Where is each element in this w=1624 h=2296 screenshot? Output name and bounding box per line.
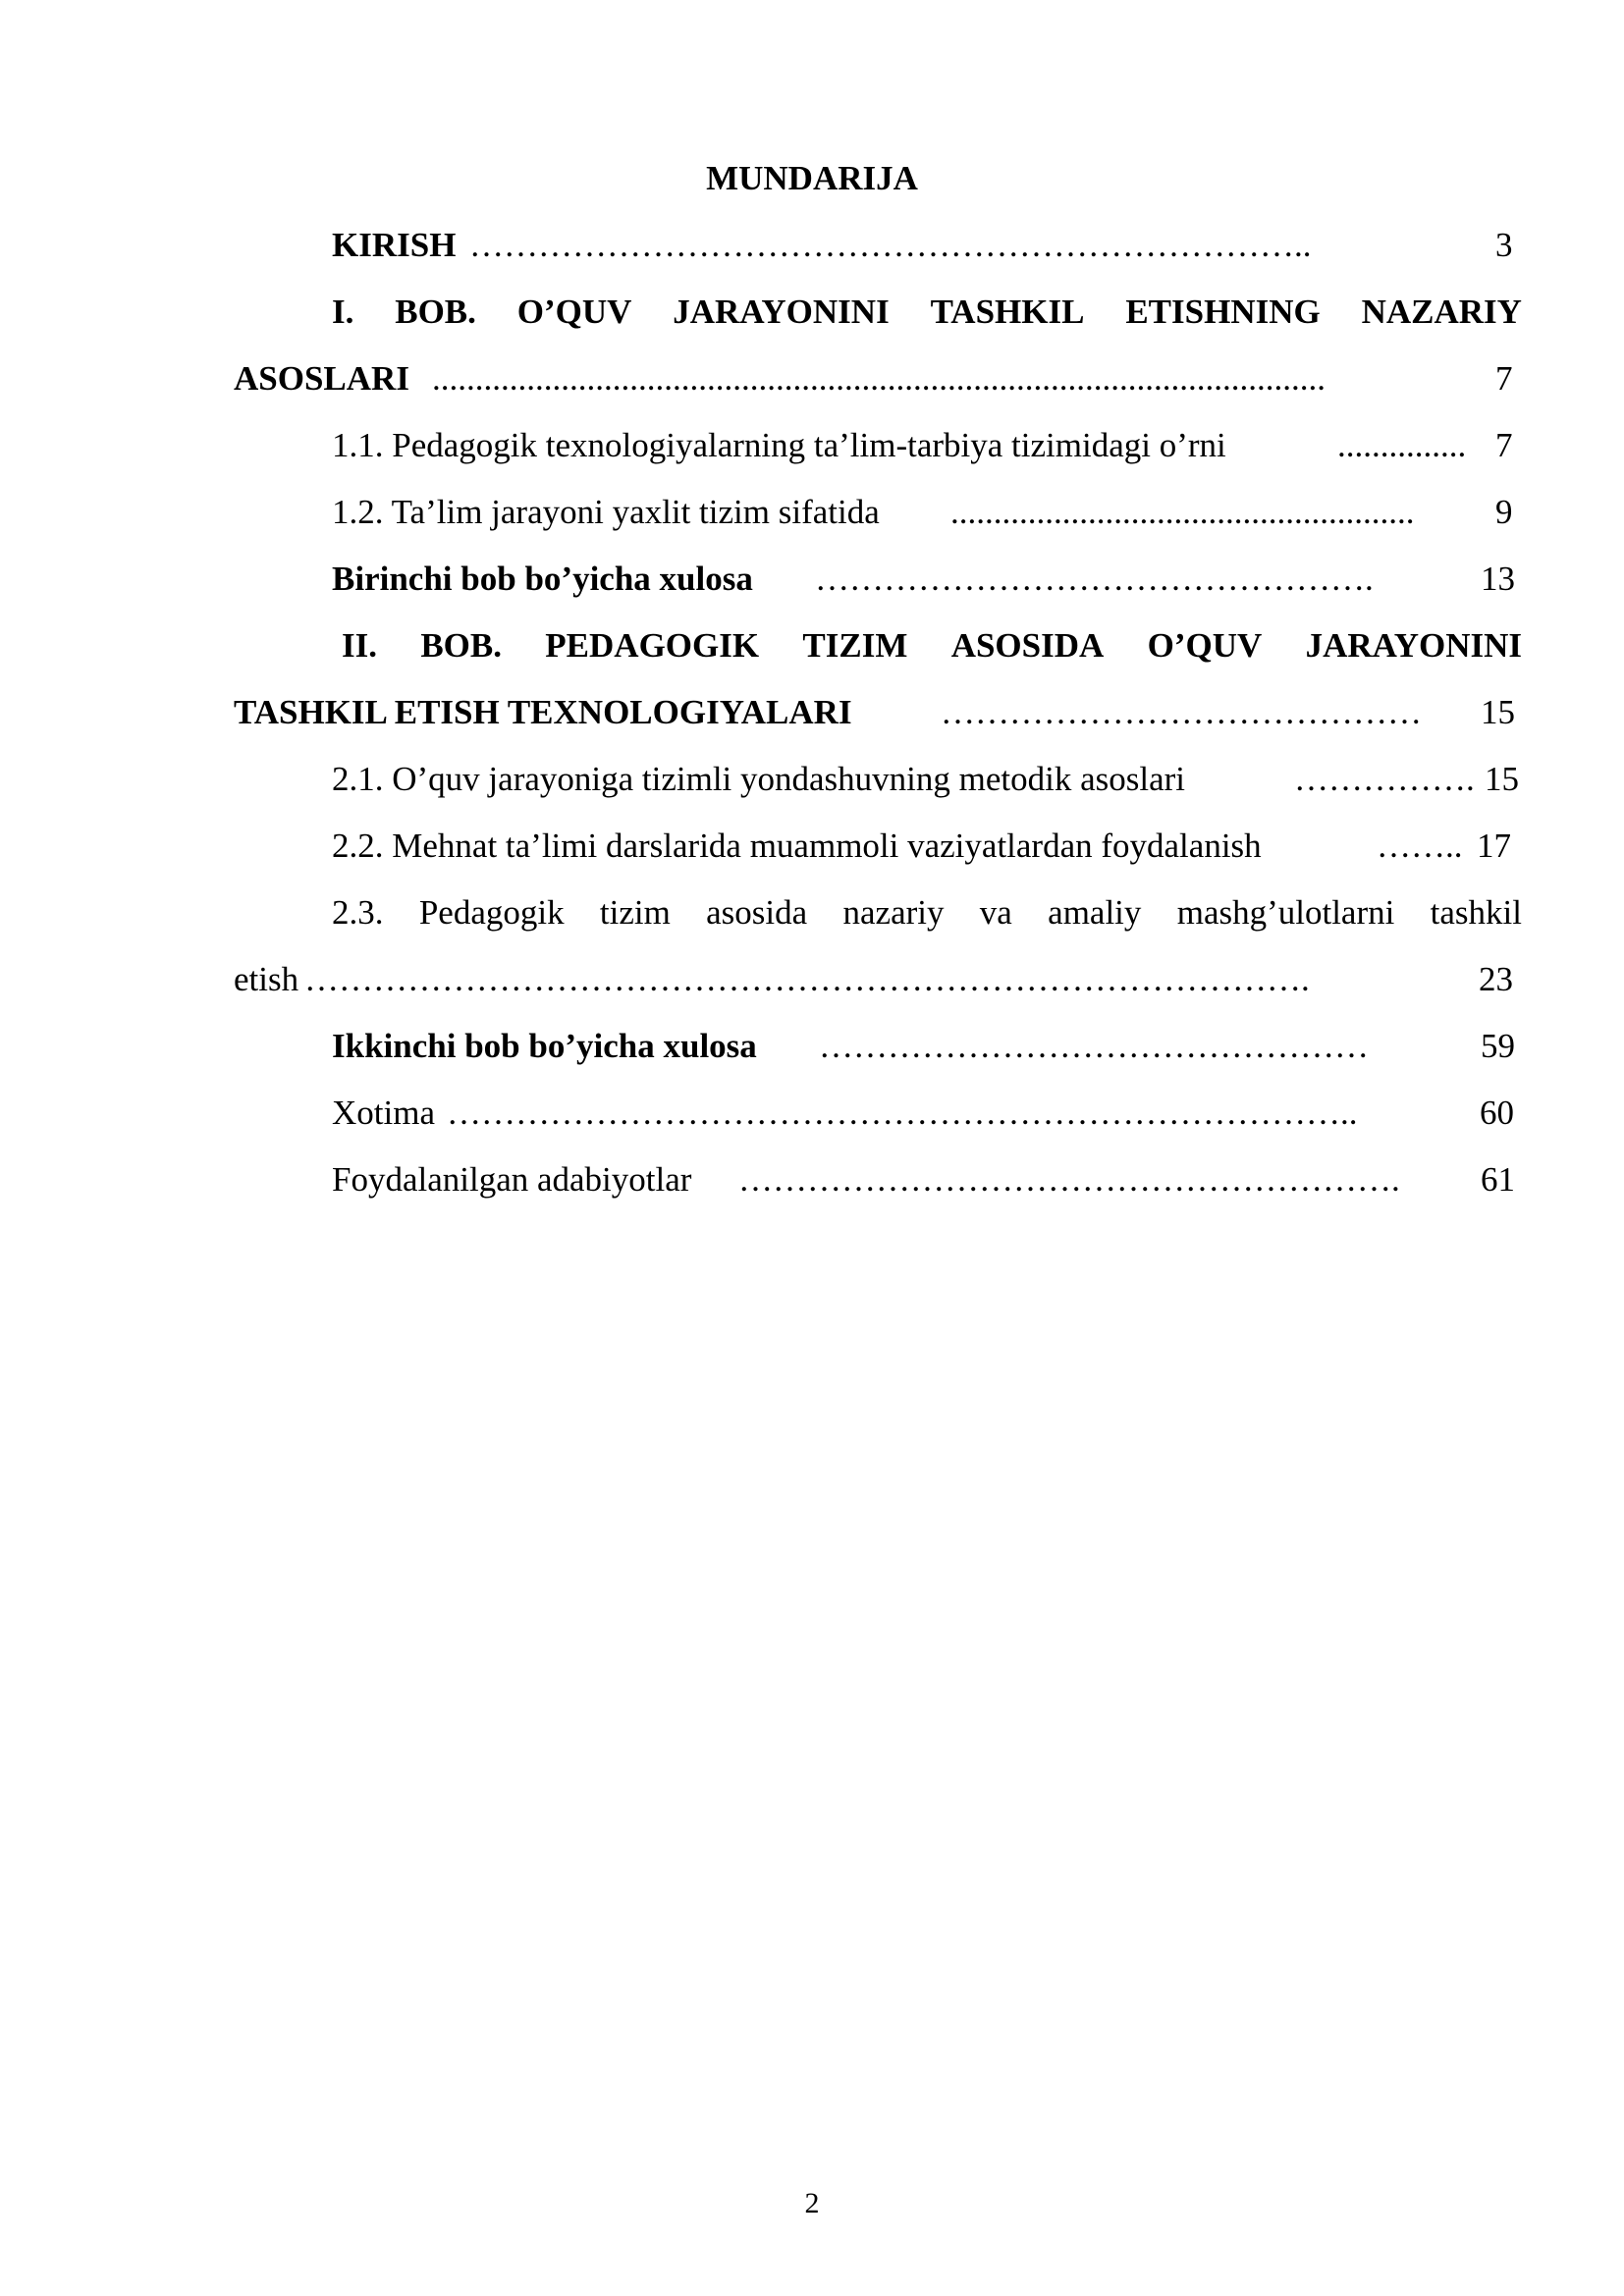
word: tizim — [599, 893, 671, 932]
toc-entry-1-1-label: 1.1. Pedagogik texnologiyalarning ta’lim-tarbiya tizimidagi o’rni — [332, 426, 1226, 464]
toc-entry-xotima-label: Xotima — [332, 1094, 435, 1132]
toc-entry-references-label: Foydalanilgan adabiyotlar — [332, 1160, 692, 1199]
toc-entry-2-2-page: 17 — [1477, 827, 1511, 865]
toc-entry-2-2-leader: …….. — [1377, 827, 1463, 865]
toc-entry-2-3-heading — [332, 889, 1522, 936]
toc-entry-2-2-label: 2.2. Mehnat ta’limi darslarida muammoli vaziyatlardan foydalanish — [332, 827, 1262, 865]
toc-entry-conclusion-1-leader: …………………………………………. — [815, 560, 1374, 598]
word: 2.3. — [332, 893, 384, 932]
word: mashg’ulotlarni — [1176, 893, 1395, 932]
toc-entry-2-3-page: 23 — [1479, 960, 1513, 998]
toc-entry-chapter-1-cont: ASOSLARI — [234, 359, 409, 398]
word: amaliy — [1048, 893, 1142, 932]
word: PEDAGOGIK — [545, 626, 760, 665]
toc-entry-chapter-2-heading — [342, 622, 1522, 669]
toc-entry-kirish-page: 3 — [1495, 226, 1513, 264]
toc-entry-chapter-1-page: 7 — [1495, 359, 1513, 398]
word: asosida — [706, 893, 808, 932]
word: tashkil — [1430, 893, 1522, 932]
toc-entry-chapter-1-heading — [332, 289, 1522, 336]
word: nazariy — [842, 893, 945, 932]
toc-entry-conclusion-1-page: 13 — [1481, 560, 1515, 598]
word: ASOSIDA — [950, 626, 1105, 665]
toc-entry-chapter-2-page: 15 — [1481, 693, 1515, 731]
word: JARAYONINI — [1305, 626, 1522, 665]
toc-entry-1-1-leader: ............... — [1337, 426, 1467, 464]
toc-entry-2-3-leader: ……………………………………………………………………………. — [304, 960, 1310, 998]
word: JARAYONINI — [673, 293, 890, 331]
toc-title: MUNDARIJA — [706, 159, 918, 197]
word: ETISHNING — [1125, 293, 1321, 331]
toc-entry-2-1-page: 15 — [1485, 760, 1519, 798]
word: NAZARIY — [1361, 293, 1522, 331]
toc-entry-2-1-leader: ……………. — [1294, 760, 1475, 798]
word: O’QUV — [1147, 626, 1263, 665]
toc-entry-kirish-leader: ……………………………………………………………….. — [469, 226, 1312, 264]
toc-entry-chapter-1-leader: ........................................................................................................ — [432, 359, 1326, 398]
toc-entry-chapter-2-cont: TASHKIL ETISH TEXNOLOGIYALARI — [234, 693, 852, 731]
word: BOB. — [420, 626, 502, 665]
toc-entry-references-leader: …………………………………………………. — [738, 1160, 1400, 1199]
word: BOB. — [395, 293, 476, 331]
toc-entry-conclusion-1-label: Birinchi bob bo’yicha xulosa — [332, 560, 753, 598]
toc-entry-xotima-page: 60 — [1480, 1094, 1514, 1132]
toc-entry-references-page: 61 — [1481, 1160, 1515, 1199]
toc-entry-conclusion-2-label: Ikkinchi bob bo’yicha xulosa — [332, 1027, 757, 1065]
toc-entry-conclusion-2-page: 59 — [1481, 1027, 1515, 1065]
word: I. — [332, 293, 354, 331]
word: Pedagogik — [418, 893, 565, 932]
word: TASHKIL — [930, 293, 1085, 331]
toc-entry-1-2-page: 9 — [1495, 493, 1513, 531]
toc-entry-1-2-leader: ...................................................... — [950, 493, 1415, 531]
word: TIZIM — [802, 626, 908, 665]
toc-entry-1-1-page: 7 — [1495, 426, 1513, 464]
page-number: 2 — [804, 2187, 820, 2219]
word: II. — [342, 626, 377, 665]
word: O’QUV — [516, 293, 632, 331]
toc-entry-xotima-leader: …………………………………………………………………….. — [447, 1094, 1358, 1132]
toc-entry-2-3-cont: etish — [234, 960, 299, 998]
toc-entry-1-2-label: 1.2. Ta’lim jarayoni yaxlit tizim sifatida — [332, 493, 880, 531]
word: va — [979, 893, 1012, 932]
toc-entry-2-1-label: 2.1. O’quv jarayoniga tizimli yondashuvning metodik asoslari — [332, 760, 1186, 798]
toc-entry-chapter-2-leader: …………………………………… — [941, 693, 1422, 731]
toc-entry-kirish-label: KIRISH — [332, 226, 457, 264]
toc-entry-conclusion-2-leader: ………………………………………… — [819, 1027, 1369, 1065]
